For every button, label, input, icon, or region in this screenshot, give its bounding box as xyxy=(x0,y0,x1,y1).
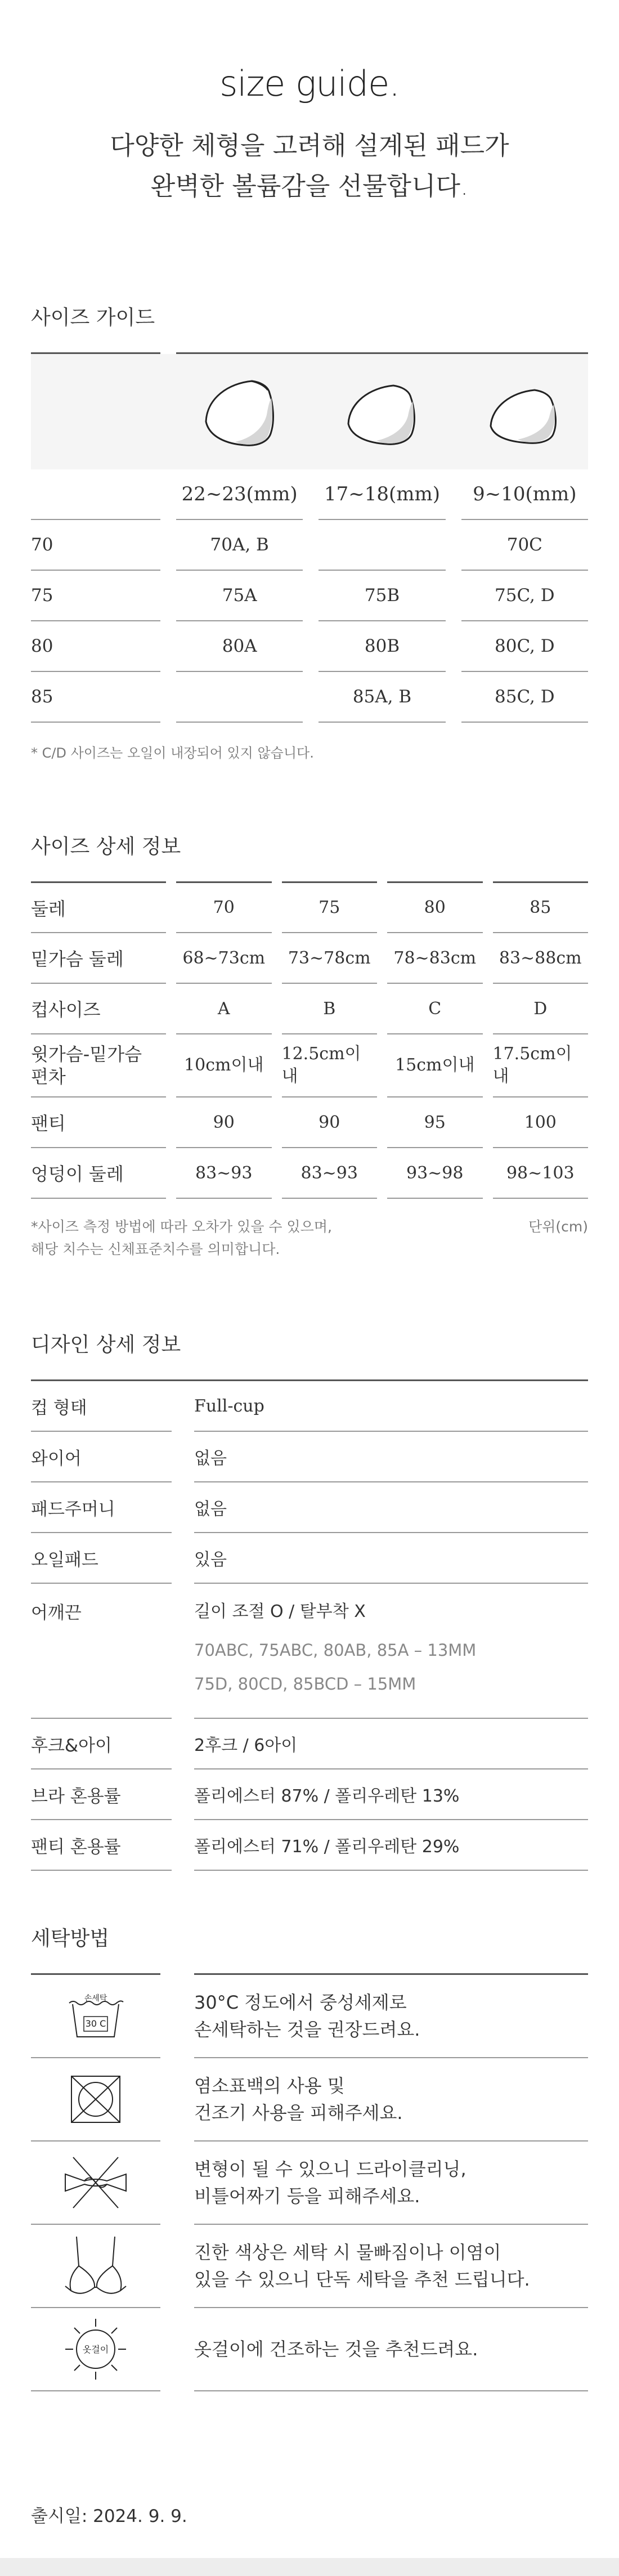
section-title: 사이즈 가이드 xyxy=(31,306,155,329)
detail-value: 90 xyxy=(176,1096,272,1147)
size-guide-table xyxy=(31,469,588,723)
wash-row xyxy=(31,2058,588,2142)
detail-value: 73~78cm xyxy=(282,932,378,983)
size-guide-note: * C/D 사이즈는 오일이 내장되어 있지 않습니다. xyxy=(31,745,314,761)
detail-value: 100 xyxy=(493,1096,589,1147)
pad-medium-icon xyxy=(319,354,445,469)
design-label: 패드주머니 xyxy=(31,1482,172,1533)
section-title: 사이즈 상세 정보 xyxy=(31,835,181,858)
hand-wash-label: 손세탁 xyxy=(84,1994,107,2003)
detail-value: 83~93 xyxy=(282,1147,378,1198)
design-label: 후크&아이 xyxy=(31,1719,172,1769)
size-cell: 70A, B xyxy=(176,520,303,571)
detail-label: 윗가슴-밑가슴 편차 xyxy=(31,1033,166,1096)
detail-value: 70 xyxy=(176,881,272,932)
table-bottom-rule xyxy=(31,1198,588,1199)
pad-height-label: 22~23(mm) xyxy=(176,469,303,520)
design-value: 없음 xyxy=(194,1432,588,1482)
no-wring-icon xyxy=(31,2142,160,2225)
size-cell: 80B xyxy=(319,621,445,672)
design-row xyxy=(31,1533,588,1584)
size-cell: 85C, D xyxy=(461,672,588,723)
band-size: 85 xyxy=(31,672,160,723)
detail-value: C xyxy=(387,983,483,1033)
washing-section xyxy=(31,1925,588,2391)
detail-label: 엉덩이 둘레 xyxy=(31,1147,166,1198)
pad-icons-band xyxy=(31,354,588,469)
design-row xyxy=(31,1820,588,1871)
wash-row xyxy=(31,1975,588,2058)
release-date: 출시일: 2024. 9. 9. xyxy=(31,2506,187,2526)
hand-wash-icon xyxy=(31,1975,160,2058)
wash-row xyxy=(31,2225,588,2308)
detail-label: 둘레 xyxy=(31,881,166,932)
detail-value: 83~88cm xyxy=(493,932,589,983)
band-size: 75 xyxy=(31,571,160,621)
detail-value: A xyxy=(176,983,272,1033)
detail-value: 10cm이내 xyxy=(176,1033,272,1096)
pad-full-icon xyxy=(176,354,303,469)
size-cell: 75B xyxy=(319,571,445,621)
design-value: 있음 xyxy=(194,1533,588,1584)
strap-detail: 75D, 80CD, 85BCD – 15MM xyxy=(194,1674,416,1694)
section-title: 디자인 상세 정보 xyxy=(31,1333,181,1356)
size-cell xyxy=(319,520,445,571)
detail-value: 83~93 xyxy=(176,1147,272,1198)
design-value: 폴리에스터 87% / 폴리우레탄 13% xyxy=(194,1769,588,1820)
wash-instruction: 염소표백의 사용 및 건조기 사용을 피해주세요. xyxy=(194,2058,588,2142)
strap-detail: 70ABC, 75ABC, 80AB, 85A – 13MM xyxy=(194,1641,477,1660)
pad-low-icon xyxy=(461,354,588,469)
design-label: 어깨끈 xyxy=(31,1584,172,1719)
wash-row xyxy=(31,2142,588,2225)
design-label: 팬티 혼용률 xyxy=(31,1820,172,1871)
detail-label: 컵사이즈 xyxy=(31,983,166,1033)
detail-value: 17.5cm이내 xyxy=(493,1033,589,1096)
detail-value: D xyxy=(493,983,589,1033)
size-detail-table xyxy=(31,881,588,1198)
size-detail-section xyxy=(31,833,588,1261)
detail-value: 85 xyxy=(493,881,589,932)
design-label: 브라 혼용률 xyxy=(31,1769,172,1820)
design-row xyxy=(31,1769,588,1820)
size-cell: 85A, B xyxy=(319,672,445,723)
detail-value: 12.5cm이내 xyxy=(282,1033,378,1096)
design-value: 2후크 / 6아이 xyxy=(194,1719,588,1769)
wash-instruction: 변형이 될 수 있으니 드라이클리닝, 비틀어짜기 등을 피해주세요. xyxy=(194,2142,588,2225)
design-value xyxy=(194,1584,588,1719)
band-size: 70 xyxy=(31,520,160,571)
section-title: 세탁방법 xyxy=(31,1927,110,1950)
page-title: size guide. xyxy=(219,63,400,104)
wash-instruction: 진한 색상은 세탁 시 물빠짐이나 이염이 있을 수 있으니 단독 세탁을 추천 드립니다. xyxy=(194,2225,588,2308)
design-label: 와이어 xyxy=(31,1432,172,1482)
bra-icon xyxy=(31,2225,160,2308)
design-value: Full-cup xyxy=(194,1381,588,1432)
page-subtitle xyxy=(0,126,619,207)
design-label: 컵 형태 xyxy=(31,1381,172,1432)
detail-value: 78~83cm xyxy=(387,932,483,983)
design-row xyxy=(31,1482,588,1533)
size-cell: 80A xyxy=(176,621,303,672)
detail-label: 팬티 xyxy=(31,1096,166,1147)
hanger-label: 옷걸이 xyxy=(82,2344,109,2355)
empty-cell xyxy=(31,469,160,520)
wash-instruction: 옷걸이에 건조하는 것을 추천드려요. xyxy=(194,2308,588,2391)
detail-label: 밑가슴 둘레 xyxy=(31,932,166,983)
strap-value: 길이 조절 O / 탈부착 X xyxy=(194,1602,366,1621)
wash-row xyxy=(31,2308,588,2391)
unit-label: 단위(cm) xyxy=(528,1218,588,1235)
detail-value: 98~103 xyxy=(493,1147,589,1198)
temp-label: 30 C xyxy=(85,2018,106,2029)
size-cell: 75A xyxy=(176,571,303,621)
detail-value: 93~98 xyxy=(387,1147,483,1198)
design-value: 없음 xyxy=(194,1482,588,1533)
subtitle-line: 다양한 체형을 고려해 설계된 패드가 xyxy=(110,131,509,160)
detail-value: 75 xyxy=(282,881,378,932)
detail-value: 15cm이내 xyxy=(387,1033,483,1096)
note-line: *사이즈 측정 방법에 따라 오차가 있을 수 있으며, xyxy=(31,1218,332,1235)
size-cell xyxy=(176,672,303,723)
size-cell: 80C, D xyxy=(461,621,588,672)
wash-instruction: 30°C 정도에서 중성세제로 손세탁하는 것을 권장드려요. xyxy=(194,1975,588,2058)
band-size: 80 xyxy=(31,621,160,672)
detail-value: B xyxy=(282,983,378,1033)
no-bleach-no-dryer-icon xyxy=(31,2058,160,2142)
detail-value: 95 xyxy=(387,1096,483,1147)
subtitle-line: 완벽한 볼륨감을 선물합니다. xyxy=(150,171,469,201)
size-cell: 75C, D xyxy=(461,571,588,621)
design-row xyxy=(31,1432,588,1482)
note-line: 해당 치수는 신체표준치수를 의미합니다. xyxy=(31,1241,280,1257)
design-detail-section xyxy=(31,1331,588,1871)
size-detail-notes xyxy=(31,1216,588,1261)
pad-height-label: 17~18(mm) xyxy=(319,469,445,520)
detail-value: 68~73cm xyxy=(176,932,272,983)
size-guide-section xyxy=(31,304,588,761)
size-cell: 70C xyxy=(461,520,588,571)
detail-value: 80 xyxy=(387,881,483,932)
hanger-dry-icon xyxy=(31,2308,160,2391)
design-row-strap xyxy=(31,1584,588,1719)
design-row xyxy=(31,1719,588,1769)
design-label: 오일패드 xyxy=(31,1533,172,1584)
detail-value: 90 xyxy=(282,1096,378,1147)
pad-height-label: 9~10(mm) xyxy=(461,469,588,520)
footer-bar xyxy=(0,2558,619,2576)
design-row xyxy=(31,1381,588,1432)
design-value: 폴리에스터 71% / 폴리우레탄 29% xyxy=(194,1820,588,1871)
